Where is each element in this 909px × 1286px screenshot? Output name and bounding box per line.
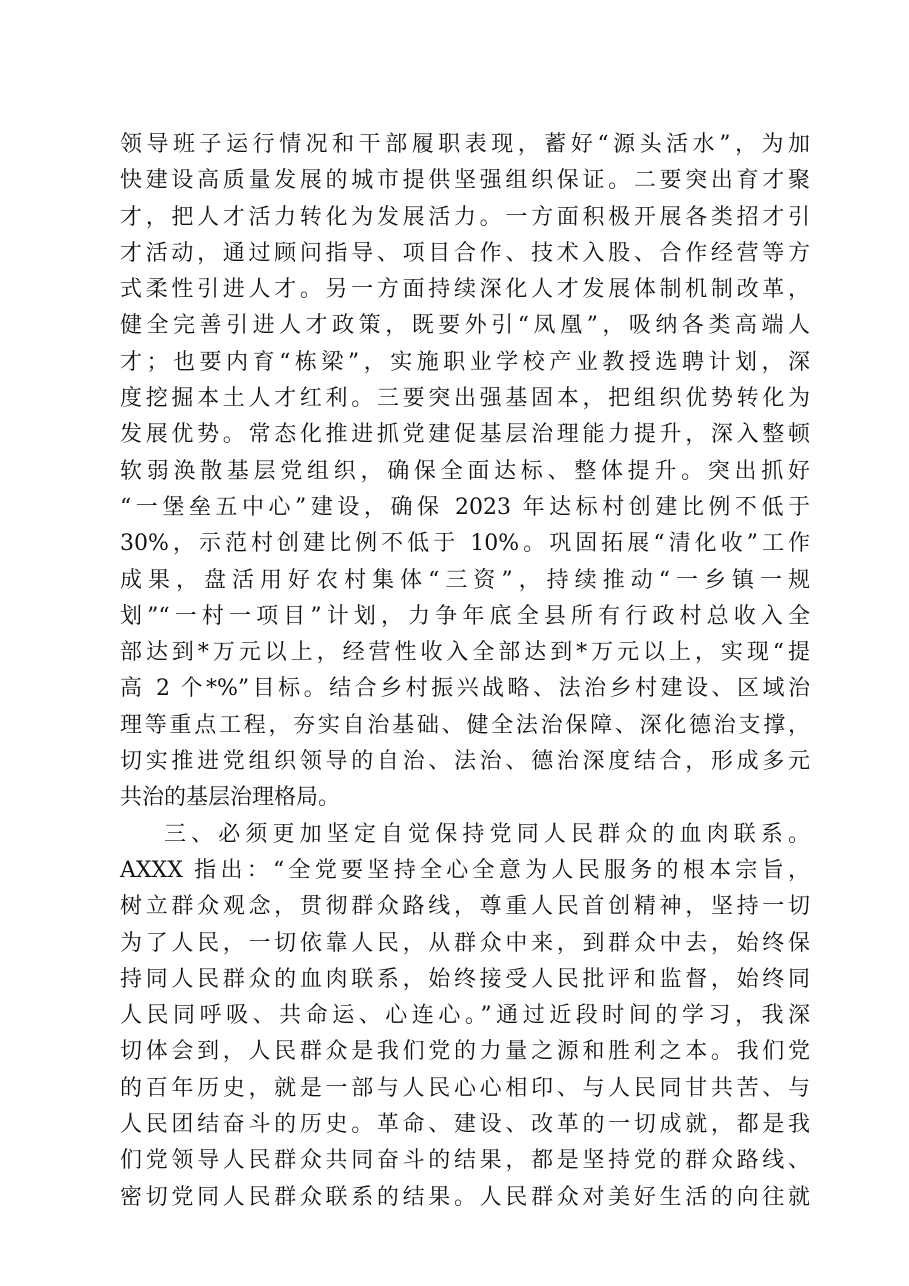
text-line: 健全完善引进人才政策，既要外引“凤凰”，吸纳各类高端人: [120, 313, 810, 339]
text-line: AXXX 指出：“全党要坚持全心全意为人民服务的根本宗旨，: [120, 857, 810, 883]
text-line: 领导班子运行情况和干部履职表现，蓄好“源头活水”，为加: [120, 132, 810, 157]
text-line: 部达到*万元以上，经营性收入全部达到*万元以上，实现“提: [120, 640, 810, 666]
text-line: 才；也要内育“栋梁”，实施职业学校产业教授选聘计划，深: [120, 349, 810, 375]
text-line: 式柔性引进人才。另一方面持续深化人才发展体制机制改革，: [120, 277, 810, 303]
text-line: 才，把人才活力转化为发展活力。一方面积极开展各类招才引: [120, 204, 810, 230]
text-line: 发展优势。常态化推进抓党建促基层治理能力提升，深入整顿: [120, 422, 810, 448]
text-line: “一堡垒五中心”建设，确保 2023 年达标村创建比例不低于: [120, 494, 810, 520]
text-line: 高 2 个*%”目标。结合乡村振兴战略、法治乡村建设、区域治: [120, 676, 810, 702]
text-line: 切体会到，人民群众是我们党的力量之源和胜利之本。我们党: [120, 1039, 810, 1065]
body-text: [120, 127, 810, 1216]
text-line: 度挖掘本土人才红利。三要突出强基固本，把组织优势转化为: [120, 386, 810, 412]
text-line: 人民团结奋斗的历史。革命、建设、改革的一切成就，都是我: [120, 1112, 810, 1138]
text-line: 切实推进党组织领导的自治、法治、德治深度结合，形成多元: [120, 749, 810, 775]
text-line: 理等重点工程，夯实自治基础、健全法治保障、深化德治支撑，: [120, 712, 810, 738]
text-line: 密切党同人民群众联系的结果。人民群众对美好生活的向往就: [120, 1184, 810, 1210]
text-line: 持同人民群众的血肉联系，始终接受人民批评和监督，始终同: [120, 966, 810, 992]
text-line: 快建设高质量发展的城市提供坚强组织保证。二要突出育才聚: [120, 168, 810, 194]
text-line: 人民同呼吸、共命运、心连心。”通过近段时间的学习，我深: [120, 1003, 810, 1029]
section-heading: 三、必须更加坚定自觉保持党同人民群众的血肉联系。: [164, 821, 810, 847]
text-line: 为了人民，一切依靠人民，从群众中来，到群众中去，始终保: [120, 930, 810, 956]
text-line: 成果，盘活用好农村集体“三资”，持续推动“一乡镇一规: [120, 567, 810, 593]
text-line: 30%，示范村创建比例不低于 10%。巩固拓展“清化收”工作: [120, 531, 810, 557]
text-line: 共治的基层治理格局。: [120, 785, 341, 811]
text-line: 树立群众观念，贯彻群众路线，尊重人民首创精神，坚持一切: [120, 894, 810, 920]
text-line: 才活动，通过顾问指导、项目合作、技术入股、合作经营等方: [120, 240, 810, 266]
text-line: 划”“一村一项目”计划，力争年底全县所有行政村总收入全: [120, 603, 810, 629]
text-line: 的百年历史，就是一部与人民心心相印、与人民同甘共苦、与: [120, 1075, 810, 1101]
text-line: 软弱涣散基层党组织，确保全面达标、整体提升。突出抓好: [120, 458, 810, 484]
text-line: 们党领导人民群众共同奋斗的结果，都是坚持党的群众路线、: [120, 1148, 810, 1174]
